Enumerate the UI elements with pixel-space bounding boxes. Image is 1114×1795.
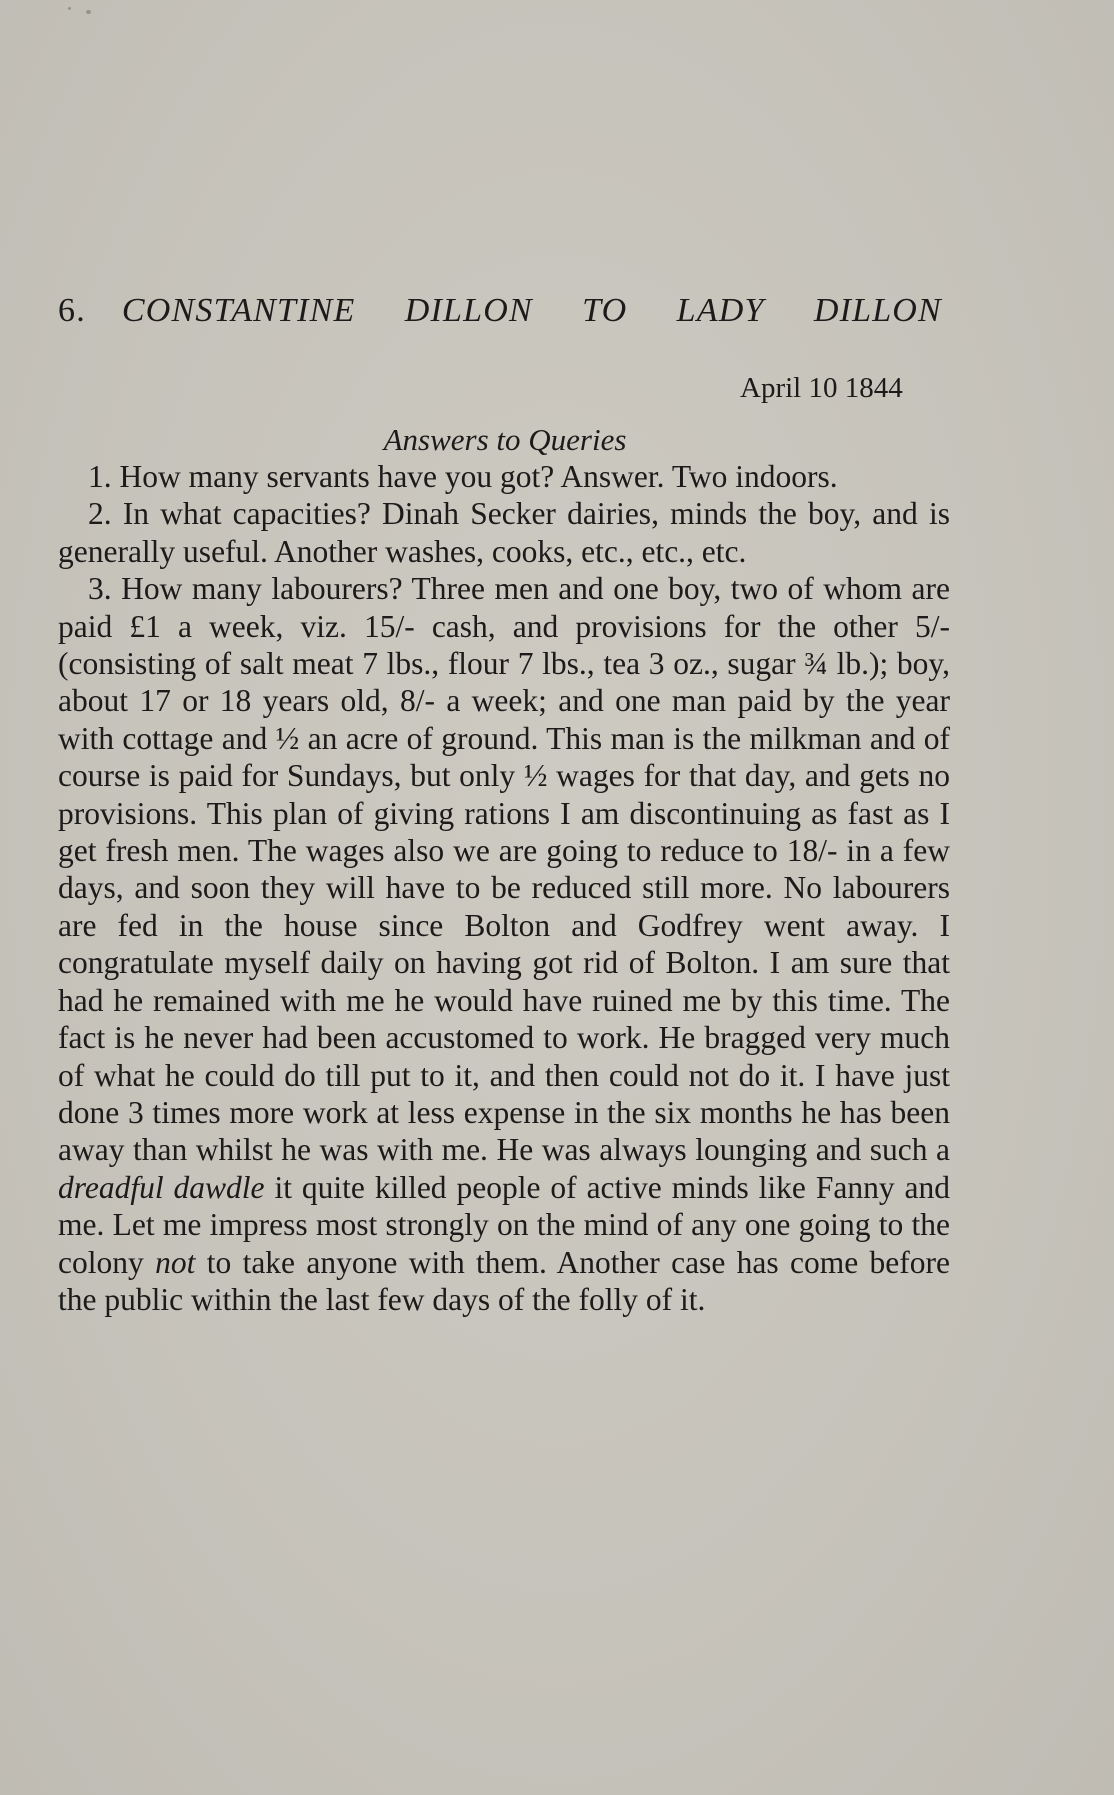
emphasis-dreadful-dawdle: dreadful dawdle (58, 1169, 265, 1205)
section-subheading: Answers to Queries (383, 422, 627, 457)
paragraph-3 (58, 570, 950, 1318)
title-word: DILLON (404, 292, 533, 329)
paragraph-3-part-b: it quite killed people of active minds like Fanny and me. Let me impress most strongly on the mind of any one going to the colony (58, 1169, 950, 1280)
letter-number: 6. (58, 292, 86, 329)
page-speck (86, 10, 91, 14)
letter-body (58, 458, 950, 1318)
title-word: TO (582, 292, 628, 329)
paragraph-3-part-a: 3. How many labourers? Three men and one boy, two of whom are paid £1 a week, viz. 15/- cash, and provisions for the other 5/- (consisting of salt meat 7 lbs., flour 7 lbs., tea 3 oz., sugar ¾ lb.); boy, about 17 or 18 years old, 8/- a week; and one man paid by the year with cottage and ½ an acre of ground. This man is the milkman and of course is paid for Sundays, but only ½ wages for that day, and gets no provisions. This plan of giving rations I am discontinuing as fast as I get fresh men. The wages also we are going to reduce to 18/- in a few days, and soon they will have to be reduced still more. No labourers are fed in the house since Bolton and Godfrey went away. I congratulate myself daily on having got rid of Bolton. I am sure that had he remained with me he would have ruined me by this time. The fact is he never had been accustomed to work. He bragged very much of what he could do till put to it, and then could not do it. I have just done 3 times more work at less expense in the six months he has been away than whilst he was with me. He was always lounging and such a (58, 571, 950, 1168)
emphasis-not: not (155, 1244, 196, 1280)
letter-title (122, 292, 942, 330)
letter-date: April 10 1844 (740, 372, 903, 404)
title-word: DILLON (813, 292, 942, 329)
paragraph-1: 1. How many servants have you got? Answer. Two indoors. (88, 459, 838, 494)
paragraph-3-part-c: to take anyone with them. Another case has come before the public within the last few days of the folly of it. (58, 1244, 951, 1317)
page-speck (68, 7, 71, 10)
title-word: LADY (676, 292, 765, 329)
paragraph-2: 2. In what capacities? Dinah Secker dairies, minds the boy, and is generally useful. Another washes, cooks, etc., etc., etc. (58, 496, 950, 569)
letter-heading (58, 292, 942, 330)
title-word: CONSTANTINE (121, 292, 356, 329)
